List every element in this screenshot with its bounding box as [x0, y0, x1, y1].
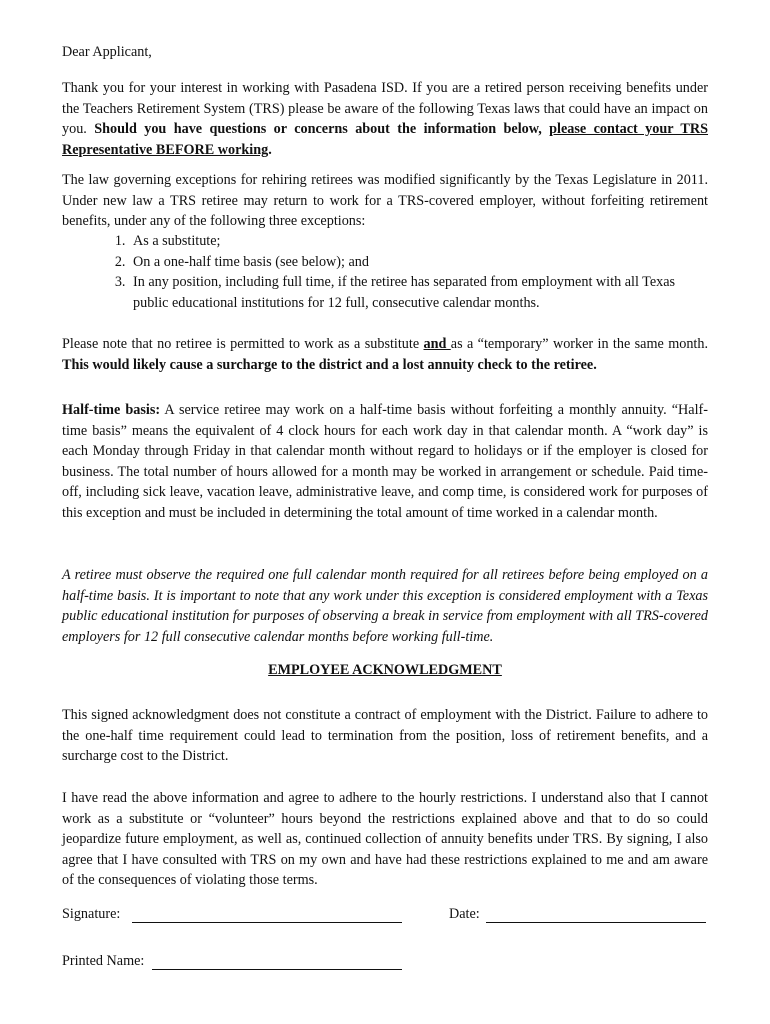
intro-text: Thank you for your interest in working with Pasadena ISD. If you are a retired person receiving benefits under the Teachers Retirement System (TRS) please be aware of the following Texas laws that could have an impact on you. [62, 80, 708, 138]
half-time-text: A service retiree may work on a half-time basis without forfeiting a monthly annuity. “Half-time basis” means the equivalent of 4 clock hours for each work day in that calendar month. A “work day” is each Monday through Friday in that calendar month without regard to holidays or if the employer is closed for business. The total number of hours allowed for a month may be worked in arrangement or schedule. Paid time-off, including sick leave, vacation leave, administrative leave, and comp time, is considered work for purposes of this exception and must be included in determining the total amount of time worked in a calendar month. [62, 402, 708, 521]
printed-name-label: Printed Name: [62, 953, 145, 969]
intro-end: . [268, 141, 272, 158]
date-field[interactable] [486, 906, 706, 923]
half-time-paragraph [62, 400, 708, 524]
half-time-label: Half-time basis: [62, 402, 161, 418]
agreement-paragraph: I have read the above information and agree to adhere to the hourly restrictions. I understand also that I cannot work as a substitute or “volunteer” hours beyond the restrictions explained above and that to do so could jeopardize future employment, as well as, continued collection of annuity benefits under TRS. By signing, I also agree that I have consulted with TRS on my own and have had these restrictions explained to me and am aware of the consequences of violating those terms. [62, 790, 708, 889]
signature-row [62, 906, 708, 930]
note-paragraph [62, 334, 708, 375]
acknowledgment-heading: EMPLOYEE ACKNOWLEDGMENT [268, 662, 502, 678]
printed-name-row [62, 953, 462, 977]
intro-contact-instruction: please contact your TRS Representative BEFORE working [62, 121, 709, 158]
exception-item: 1. As a substitute; [129, 231, 708, 252]
intro-paragraph [62, 78, 708, 160]
greeting: Dear Applicant, [62, 44, 152, 60]
signature-label: Signature: [62, 906, 121, 922]
exception-item: 2. On a one-half time basis (see below); and [129, 252, 708, 273]
intro-bold-text: Should you have questions or concerns about the information below, [94, 121, 550, 138]
signature-field[interactable] [132, 906, 402, 923]
note-warning: This would likely cause a surcharge to the district and a lost annuity check to the retiree. [62, 356, 597, 373]
note-start: Please note that no retiree is permitted to work as a substitute [62, 336, 424, 352]
date-label: Date: [449, 906, 480, 922]
note-and: and [423, 336, 451, 352]
italic-note-paragraph: A retiree must observe the required one full calendar month required for all retirees before being employed on a half-time basis. It is important to note that any work under this exception is considered employment with a Texas public educational institution for purposes of observing a break in service from employment with all TRS-covered employers for 12 full consecutive calendar months before working full-time. [62, 567, 708, 645]
exceptions-list [62, 231, 708, 313]
note-middle: as a “temporary” worker in the same month. [450, 336, 708, 352]
law-paragraph: The law governing exceptions for rehiring retirees was modified significantly by the Texas Legislature in 2011. Under new law a TRS retiree may return to work for a TRS-covered employer, without forfeiting retirement benefits, under any of the following three exceptions: [62, 172, 708, 230]
exception-item: 3. In any position, including full time, if the retiree has separated from employment with all Texas public educational institutions for 12 full, consecutive calendar months. [129, 272, 708, 313]
printed-name-field[interactable] [152, 953, 402, 970]
acknowledgment-paragraph: This signed acknowledgment does not constitute a contract of employment with the District. Failure to adhere to the one-half time requirement could lead to termination from the position, loss of retirement benefits, and a surcharge cost to the District. [62, 707, 708, 765]
